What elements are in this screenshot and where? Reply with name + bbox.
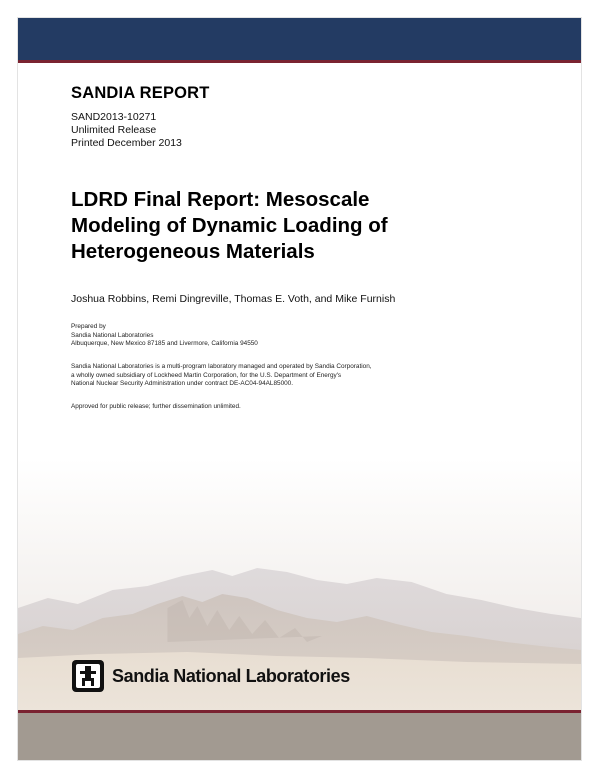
title-line: Heterogeneous Materials (71, 240, 315, 263)
report-number: SAND2013-10271 (71, 111, 157, 123)
authors: Joshua Robbins, Remi Dingreville, Thomas E. Voth, and Mike Furnish (71, 293, 396, 305)
title-line: Modeling of Dynamic Loading of (71, 214, 388, 237)
footer-band (18, 713, 581, 761)
prepared-line: Prepared by (71, 323, 106, 330)
report-meta (71, 111, 182, 150)
approval-note (71, 403, 241, 412)
statement-line: National Nuclear Security Administration under contract DE-AC04-94AL85000. (71, 380, 294, 388)
approval-line: Approved for public release; further dissemination unlimited. (71, 403, 241, 410)
logo-text: Sandia National Laboratories (112, 665, 350, 686)
sandia-logo (71, 659, 350, 693)
prepared-line: Sandia National Laboratories (71, 331, 154, 339)
header-rule (18, 60, 581, 63)
prepared-by (71, 323, 258, 349)
operator-statement (71, 363, 372, 389)
report-title (71, 187, 531, 265)
release-status: Unlimited Release (71, 124, 157, 136)
header-band (18, 18, 581, 60)
statement-line: a wholly owned subsidiary of Lockheed Martin Corporation, for the U.S. Department of Energy's (71, 371, 342, 379)
statement-line: Sandia National Laboratories is a multi-program laboratory managed and operated by Sandia Corporation, (71, 363, 372, 370)
prepared-line: Albuquerque, New Mexico 87185 and Livermore, California 94550 (71, 340, 258, 348)
print-date: Printed December 2013 (71, 137, 182, 149)
sandia-thunderbird-icon (71, 659, 105, 693)
report-cover (17, 17, 582, 761)
report-label: SANDIA REPORT (71, 84, 210, 102)
title-line: LDRD Final Report: Mesoscale (71, 188, 370, 211)
